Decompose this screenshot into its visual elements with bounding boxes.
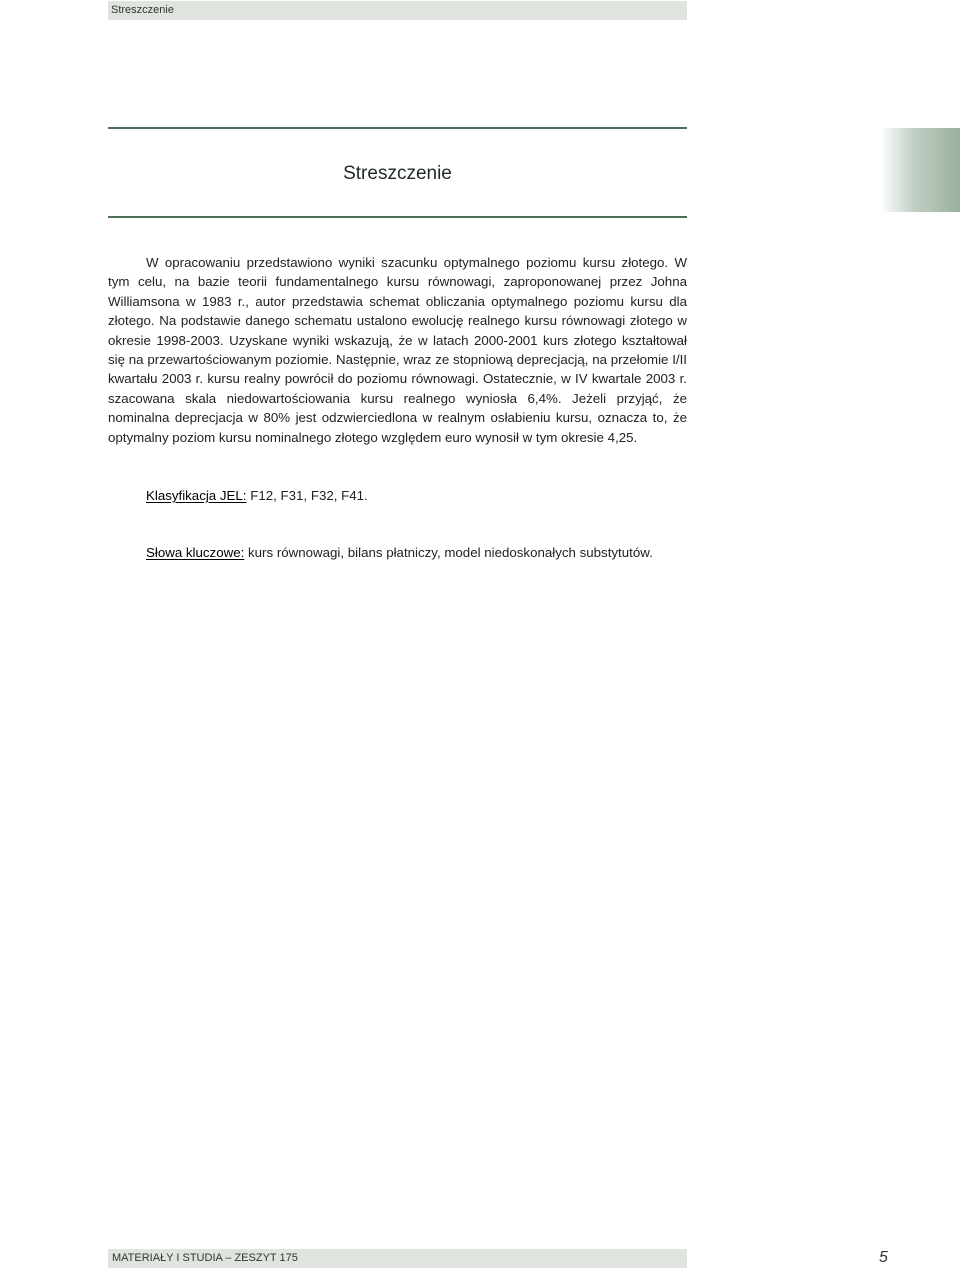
running-head-title: Streszczenie xyxy=(111,4,174,16)
keywords-label: Słowa kluczowe: xyxy=(146,545,245,560)
page-footer xyxy=(108,1249,687,1268)
page-number: 5 xyxy=(879,1249,888,1266)
jel-classification xyxy=(146,487,687,505)
footer-publication: MATERIAŁY I STUDIA – ZESZYT 175 xyxy=(112,1252,298,1264)
title-top-rule xyxy=(108,127,687,129)
abstract-paragraph: W opracowaniu przedstawiono wyniki szacunku optymalnego poziomu kursu złotego. W tym celu, na bazie teorii fundamentalnego kursu równowagi, zaproponowanej przez Johna Williamsona w 1983 r., autor przedstawia schemat obliczania optymalnego poziomu kursu dla złotego. Na podstawie danego schematu ustalono ewolucję realnego kursu równowagi złotego w okresie 1998-2003. Uzyskane wyniki wskazują, że w latach 2000-2001 kurs złotego kształtował się na przewartościowanym poziomie. Następnie, wraz ze stopniową deprecjacją, na przełomie I/II kwartału 2003 r. kursu realny powrócił do poziomu równowagi. Ostatecznie, w IV kwartale 2003 r. szacowana skala niedowartościowania kursu realnego wyniosła 6,4%. Jeżeli przyjąć, że nominalna deprecjacja w 80% jest odzwierciedlona w realnym osłabieniu kursu, oznacza to, że optymalny poziom kursu nominalnego złotego względem euro wynosił w tym okresie 4,25. xyxy=(108,255,687,445)
title-bottom-rule xyxy=(108,216,687,218)
section-title: Streszczenie xyxy=(343,163,452,184)
running-header xyxy=(108,1,687,20)
jel-classification-value: F12, F31, F32, F41. xyxy=(250,488,368,503)
section-side-tab xyxy=(881,128,960,212)
jel-classification-label: Klasyfikacja JEL: xyxy=(146,488,247,503)
keywords-value: kurs równowagi, bilans płatniczy, model niedoskonałych substytutów. xyxy=(248,545,653,560)
keywords xyxy=(146,544,687,562)
